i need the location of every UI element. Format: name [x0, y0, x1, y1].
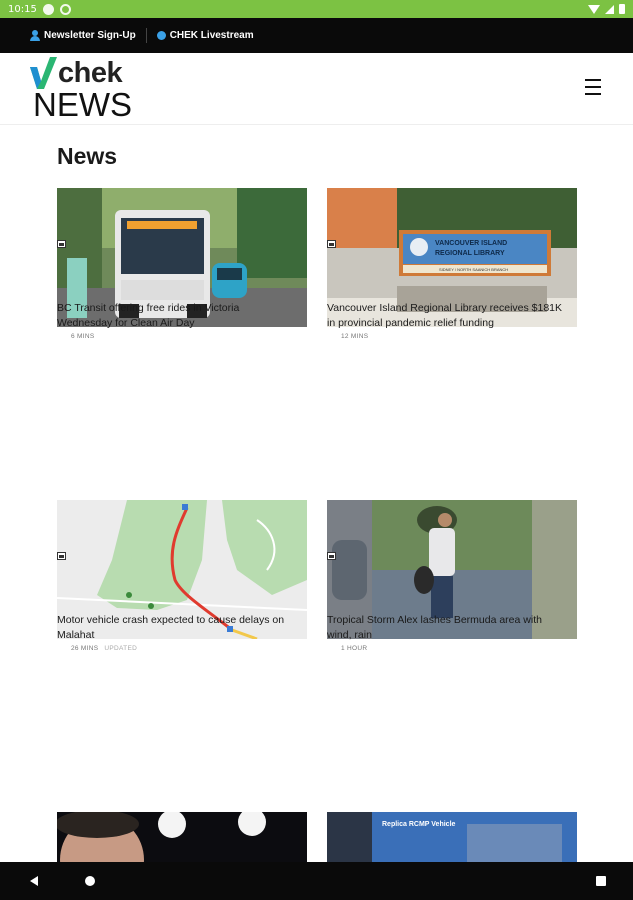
livestream-label: CHEK Livestream — [169, 30, 254, 41]
article-headline[interactable]: BC Transit offering free rides in Victoria Wednesday for Clean Air Day — [57, 302, 240, 329]
article-meta — [57, 645, 307, 652]
article-age: 6 MINS — [71, 333, 95, 340]
back-icon[interactable] — [30, 876, 38, 886]
livestream-icon — [157, 31, 166, 40]
nav-divider — [146, 28, 147, 43]
article-meta — [327, 333, 577, 340]
sync-icon — [60, 4, 71, 15]
newsletter-link[interactable] — [30, 30, 136, 41]
article-card[interactable] — [57, 188, 307, 340]
wifi-icon — [588, 5, 600, 14]
library-sign-line1: VANCOUVER ISLAND — [435, 240, 508, 247]
page-title: News — [57, 143, 118, 169]
android-nav-bar — [0, 862, 633, 900]
home-icon[interactable] — [85, 876, 95, 886]
livestream-link[interactable] — [157, 30, 254, 41]
article-age: 1 HOUR — [341, 645, 368, 652]
menu-icon[interactable] — [585, 79, 601, 95]
article-card[interactable] — [327, 500, 577, 652]
newsletter-label: Newsletter Sign-Up — [44, 30, 136, 41]
article-card[interactable] — [327, 188, 577, 340]
article-meta — [327, 645, 577, 652]
logo-news-text: NEWS — [33, 86, 132, 123]
broken-image-icon — [57, 240, 66, 248]
battery-icon — [619, 4, 625, 14]
library-sign-branch: SIDNEY / NORTH SAANICH BRANCH — [439, 267, 509, 272]
article-card[interactable] — [57, 500, 307, 652]
chek-news-logo[interactable] — [28, 57, 148, 121]
recent-apps-icon[interactable] — [596, 876, 606, 886]
notification-icon — [43, 4, 54, 15]
article-age: 12 MINS — [341, 333, 369, 340]
broken-image-icon — [327, 240, 336, 248]
updated-badge: UPDATED — [104, 645, 138, 652]
status-bar — [0, 0, 633, 18]
cell-signal-icon — [605, 5, 614, 14]
article-headline[interactable]: Vancouver Island Regional Library receives $181K in provincial pandemic relief funding — [327, 302, 563, 329]
article-age: 26 MINS — [71, 645, 99, 652]
broken-image-icon — [327, 552, 336, 560]
logo-chek-text: chek — [58, 57, 123, 89]
broken-image-icon — [57, 552, 66, 560]
status-time: 10:15 — [8, 3, 37, 15]
article-headline[interactable]: Tropical Storm Alex lashes Bermuda area with wind, rain — [327, 614, 542, 641]
site-header — [0, 53, 633, 125]
library-sign-line2: REGIONAL LIBRARY — [435, 250, 505, 257]
person-icon — [30, 30, 40, 41]
article-headline[interactable]: Motor vehicle crash expected to cause delays on Malahat — [57, 614, 285, 641]
article-meta — [57, 333, 307, 340]
rcmp-caption: Replica RCMP Vehicle — [382, 821, 456, 828]
top-utility-nav — [0, 18, 633, 53]
logo-check-icon — [28, 57, 58, 89]
